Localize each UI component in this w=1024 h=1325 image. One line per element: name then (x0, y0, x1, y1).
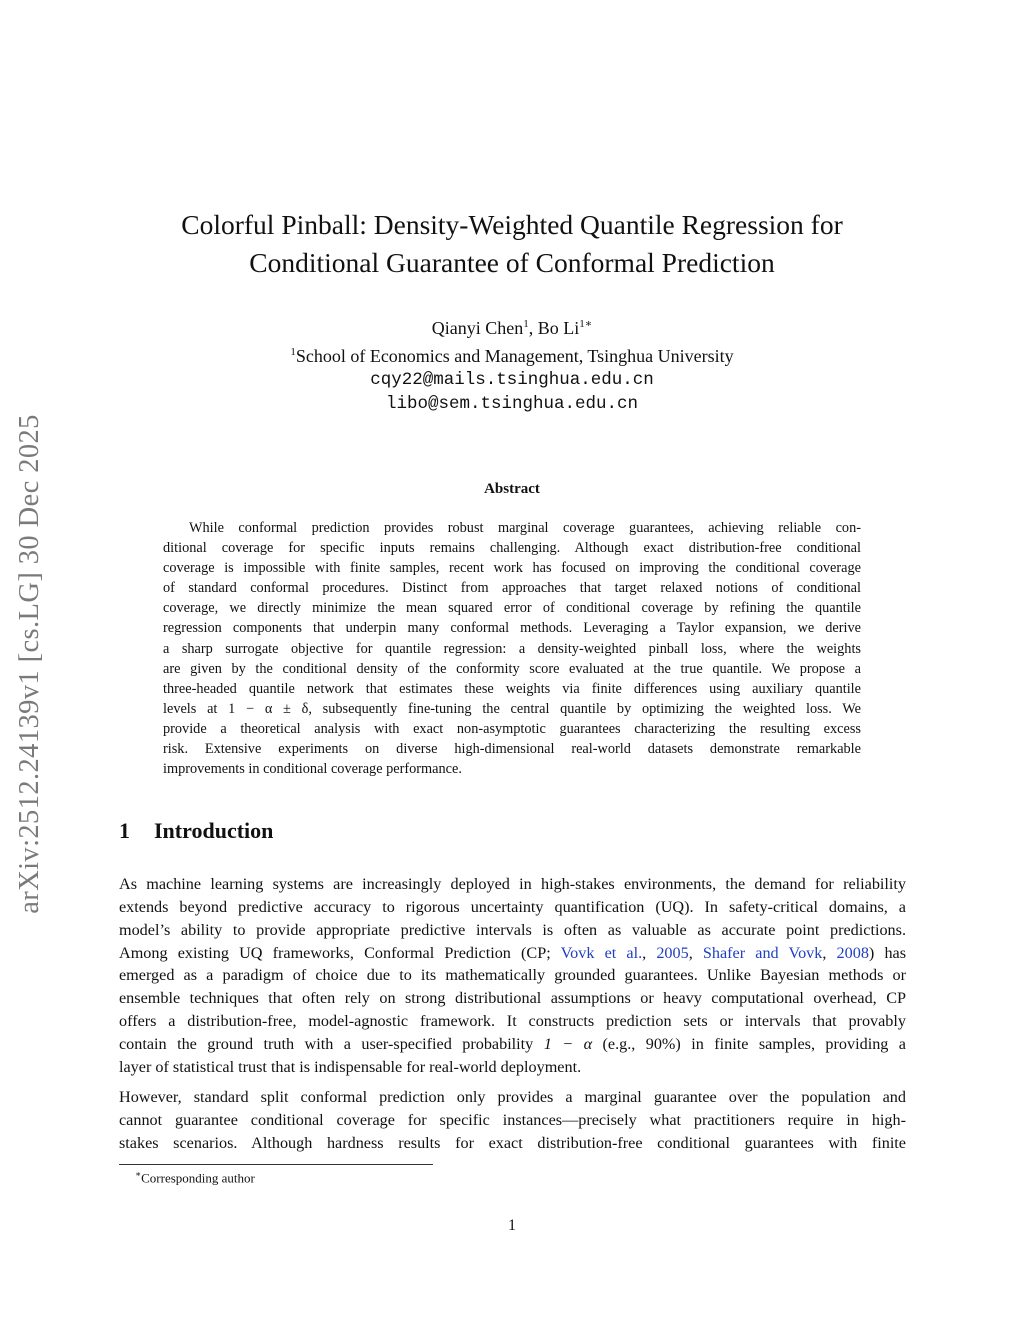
author-1-name: Qianyi Chen (431, 318, 524, 338)
citation-link-shafer-vovk[interactable]: Shafer and Vovk (702, 943, 823, 962)
footnote-text: Corresponding author (141, 1170, 255, 1186)
abstract-body (163, 518, 861, 779)
author-2-name: Bo Li (537, 318, 580, 338)
paragraph-line: However, standard split conformal prediction only provides a marginal guarantee over the population and (119, 1088, 906, 1106)
footnote-mark: ∗ (135, 1169, 142, 1179)
text-run: , (642, 943, 657, 962)
text-run: , (822, 943, 837, 962)
paper-title (120, 206, 904, 282)
paragraph-line: emerged as a paradigm of choice due to its mathematically grounded guarantees. Unlike Bayesian methods or (119, 966, 906, 985)
footnote-divider (119, 1164, 433, 1165)
abstract-line: While conformal prediction provides robust marginal coverage guarantees, achieving reliable con- (189, 520, 861, 536)
math-expression: 1 − α (543, 1034, 593, 1053)
title-line-1: Colorful Pinball: Density-Weighted Quantile Regression for (181, 209, 843, 240)
author-1-affiliation-mark: 1 (523, 318, 529, 330)
abstract-line: a sharp surrogate objective for quantile regression: a density-weighted pinball loss, where the weights (163, 640, 861, 657)
paragraph-line: stakes scenarios. Although hardness results for exact distribution-free conditional guarantees with finite (119, 1133, 906, 1152)
abstract-line: three-headed quantile network that estimates these weights via finite differences using auxiliary quantile (163, 680, 861, 697)
abstract-line: levels at 1 − α ± δ, subsequently fine-tuning the central quantile by optimizing the weighted loss. We (163, 700, 861, 717)
paragraph-line-with-math (119, 1033, 906, 1056)
footnote (135, 1169, 255, 1186)
affiliation-mark: 1 (290, 346, 296, 358)
email-2: libo@sem.tsinghua.edu.cn (385, 394, 639, 414)
text-run: (e.g., 90%) in finite samples, providing a (592, 1034, 906, 1053)
arxiv-identifier-stamp: arXiv:2512.24139v1 [cs.LG] 30 Dec 2025 (14, 414, 45, 914)
abstract-heading: Abstract (484, 481, 540, 497)
abstract-line: of standard conformal procedures. Distinct from approaches that target relaxed notions of conditional (163, 580, 861, 597)
section-number: 1 (119, 818, 130, 843)
title-line-2: Conditional Guarantee of Conformal Prediction (249, 247, 775, 278)
abstract-line: improvements in conditional coverage performance. (163, 761, 462, 778)
citation-year-link-2008[interactable]: 2008 (836, 943, 869, 962)
paragraph-line: offers a distribution-free, model-agnostic framework. It constructs prediction sets or intervals that provably (119, 1012, 906, 1031)
author-block (120, 312, 904, 416)
intro-paragraph-1 (119, 873, 906, 1079)
abstract-line: coverage is impossible with finite samples, recent work has focused on improving the conditional coverage (163, 560, 861, 577)
author-2-affiliation-mark: 1∗ (579, 318, 593, 330)
citation-link-vovk[interactable]: Vovk et al. (560, 943, 643, 962)
abstract-line: are given by the conditional density of the conformity score evaluated at the true quantile. We propose a (163, 660, 861, 677)
email-1: cqy22@mails.tsinghua.edu.cn (370, 370, 654, 390)
abstract-line: coverage, we directly minimize the mean squared error of conditional coverage by refining the quantile (163, 600, 861, 617)
text-run: contain the ground truth with a user-specified probability (119, 1034, 544, 1053)
text-run: ) has (868, 943, 907, 962)
author-names (120, 312, 904, 340)
paragraph-line: extends beyond predictive accuracy to rigorous uncertainty quantification (UQ). In safety-critical domains, a (119, 897, 906, 916)
paragraph-line: cannot guarantee conditional coverage for specific instances—precisely what practitioners require in high- (119, 1110, 906, 1129)
section-title: Introduction (154, 818, 274, 843)
abstract-line: provide a theoretical analysis with exact non-asymptotic guarantees characterizing the resulting excess (163, 720, 861, 737)
page-number: 1 (508, 1217, 516, 1234)
paragraph-line: As machine learning systems are increasingly deployed in high-stakes environments, the demand for reliability (119, 875, 906, 893)
text-run: , (688, 943, 703, 962)
text-run: Among existing UQ frameworks, Conformal Prediction (CP; (119, 943, 561, 962)
affiliation (120, 340, 904, 368)
paragraph-line: layer of statistical trust that is indispensable for real-world deployment. (119, 1057, 582, 1076)
abstract-line: ditional coverage for specific inputs remains challenging. Although exact distribution-free conditional (163, 540, 861, 557)
paragraph-line: model’s ability to provide appropriate predictive intervals is often as valuable as accurate point predictions. (119, 920, 906, 939)
author-separator: , (528, 318, 538, 338)
affiliation-text: School of Economics and Management, Tsinghua University (295, 346, 734, 366)
section-heading-introduction (119, 818, 273, 844)
abstract-line: risk. Extensive experiments on diverse high-dimensional real-world datasets demonstrate remarkable (163, 741, 861, 758)
citation-year-link-2005[interactable]: 2005 (656, 943, 689, 962)
paragraph-line: ensemble techniques that often rely on strong distributional assumptions or heavy computational overhead, CP (119, 989, 906, 1008)
intro-paragraph-2 (119, 1086, 906, 1155)
abstract-line: regression components that underpin many conformal methods. Leveraging a Taylor expansion, we derive (163, 620, 861, 637)
paragraph-line-with-citations (119, 942, 906, 965)
